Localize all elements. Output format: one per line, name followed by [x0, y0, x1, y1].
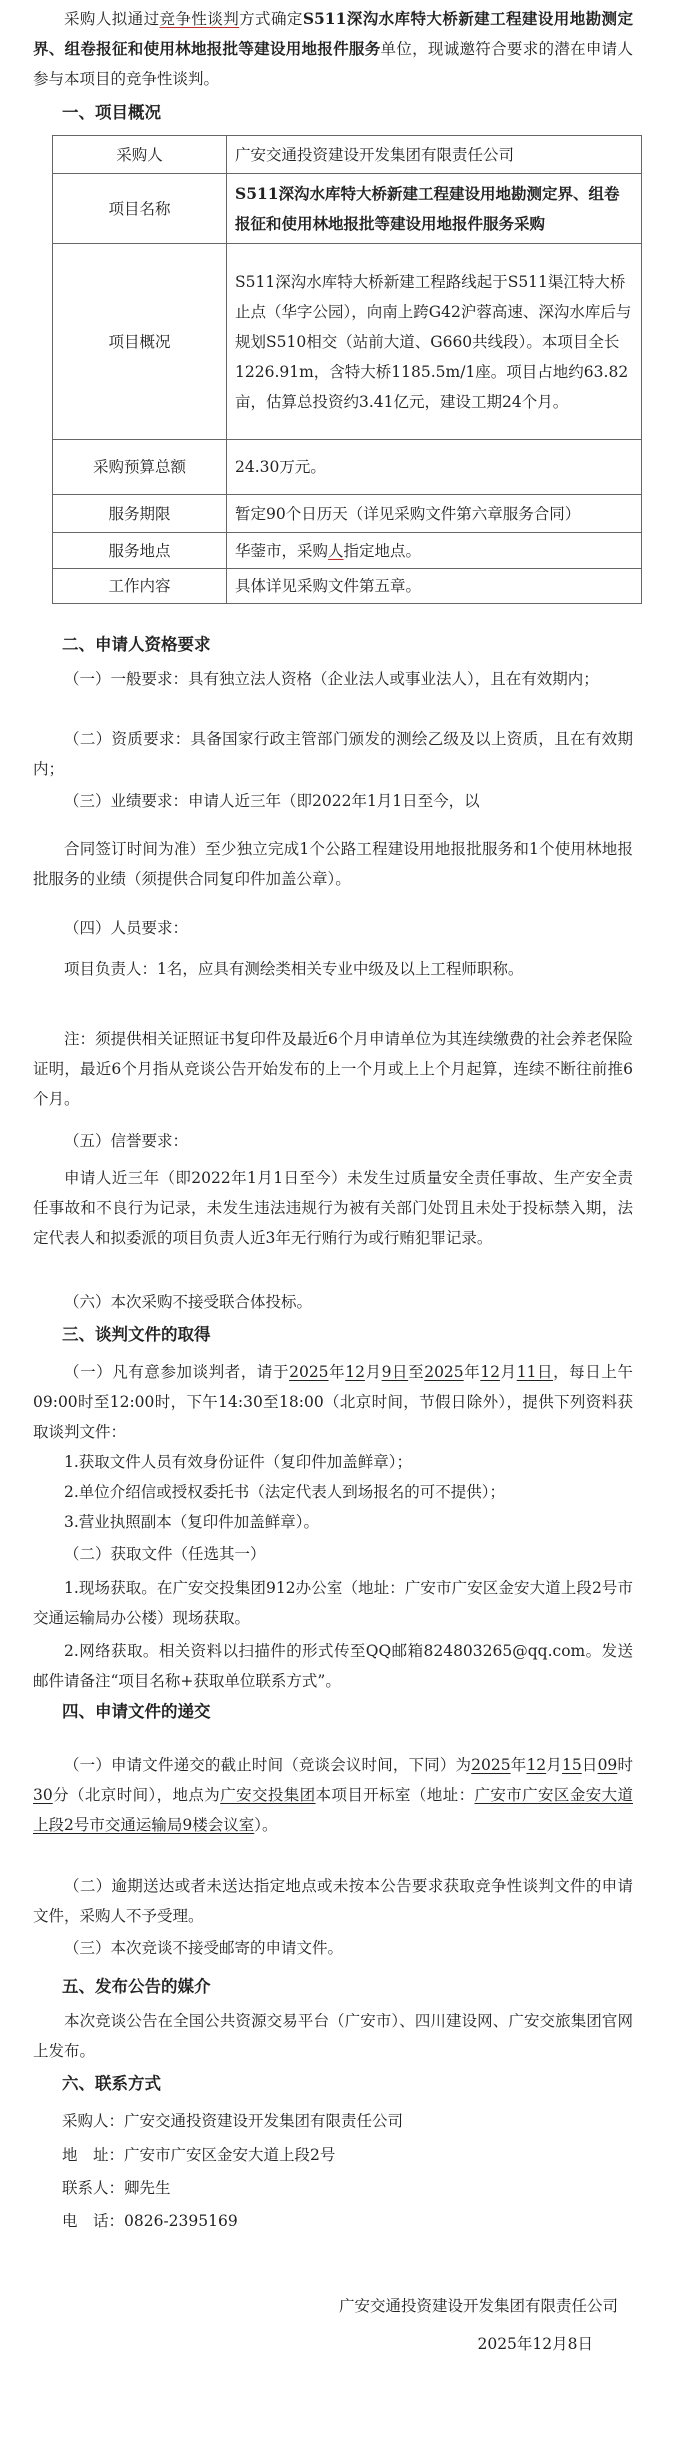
requirement-general: （一）一般要求：具有独立法人资格（企业法人或事业法人），且在有效期内；	[64, 670, 599, 688]
table-row	[53, 440, 642, 495]
contact-phone: 电 话：0826-2395169	[62, 2212, 238, 2230]
table-label: 采购预算总额	[53, 440, 227, 495]
table-label: 工作内容	[53, 569, 227, 604]
intro-paragraph: 采购人拟通过竞争性谈判方式确定S511深沟水库特大桥新建工程建设用地勘测定界、组卷报征和使用林地报批等建设用地报件服务单位，现诚邀符合要求的潜在申请人参与本项目的竞争性谈判。	[33, 9, 633, 88]
table-value: 暂定90个日历天（详见采购文件第六章服务合同）	[227, 495, 642, 533]
contact-purchaser: 采购人：广安交通投资建设开发集团有限责任公司	[62, 2112, 404, 2130]
table-row	[53, 533, 642, 569]
doc-onsite: 1.现场获取。在广安交投集团912办公室（地址：广安市广安区金安大道上段2号市交通运输局办公楼）现场获取。	[33, 1579, 633, 1627]
table-value: S511深沟水库特大桥新建工程建设用地勘测定界、组卷报征和使用林地报批等建设用地报件服务采购	[227, 174, 642, 244]
doc-method-heading: （二）获取文件（任选其一）	[64, 1545, 266, 1563]
table-label: 服务地点	[53, 533, 227, 569]
signature-date: 2025年12月8日	[477, 2335, 593, 2353]
doc-acquisition-time: （一）凡有意参加谈判者，请于2025年12月9日至2025年12月11日，每日上午09:00时至12:00时，下午14:30至18:00（北京时间，节假日除外），提供下列资料获取谈判文件：	[33, 1363, 633, 1441]
project-info-table	[52, 135, 642, 604]
requirement-personnel-heading: （四）人员要求：	[64, 919, 189, 937]
requirement-project-lead: 项目负责人：1名，应具有测绘类相关专业中级及以上工程师职称。	[64, 960, 524, 978]
requirement-consortium: （六）本次采购不接受联合体投标。	[64, 1293, 313, 1311]
table-row	[53, 136, 642, 174]
submission-mail: （三）本次竞谈不接受邮寄的申请文件。	[64, 1939, 344, 1957]
requirement-note: 注：须提供相关证照证书复印件及最近6个月申请单位为其连续缴费的社会养老保险证明，最近6个月指从竞谈公告开始发布的上一个月或上上个月起算，连续不断往前推6个月。	[33, 1030, 633, 1108]
table-value: 具体详见采购文件第五章。	[227, 569, 642, 604]
table-label: 项目概况	[53, 244, 227, 440]
signature-org: 广安交通投资建设开发集团有限责任公司	[338, 2297, 618, 2315]
table-value: S511深沟水库特大桥新建工程路线起于S511渠江特大桥止点（华字公园），向南上跨G42沪蓉高速、深沟水库后与规划S510相交（站前大道、G660共线段）。本项目全长1226.91m，含特大桥1185.5m/1座。项目占地约63.82亩，估算总投资约3.41亿元，建设工期24个月。	[227, 244, 642, 440]
table-value: 华蓥市，采购人指定地点。	[227, 533, 642, 569]
table-row	[53, 569, 642, 604]
requirement-credit-heading: （五）信誉要求：	[64, 1132, 189, 1150]
section-heading-5: 五、发布公告的媒介	[62, 1977, 211, 1996]
media-text: 本次竞谈公告在全国公共资源交易平台（广安市）、四川建设网、广安交旅集团官网上发布。	[33, 2012, 633, 2060]
doc-item-3: 3.营业执照副本（复印件加盖鲜章）。	[64, 1513, 320, 1531]
doc-online: 2.网络获取。相关资料以扫描件的形式传至QQ邮箱824803265@qq.com。发送邮件请备注“项目名称+获取单位联系方式”。	[33, 1642, 633, 1690]
doc-item-1: 1.获取文件人员有效身份证件（复印件加盖鲜章）；	[64, 1453, 413, 1471]
table-label: 项目名称	[53, 174, 227, 244]
section-heading-3: 三、谈判文件的取得	[62, 1325, 211, 1344]
table-row	[53, 495, 642, 533]
section-heading-4: 四、申请文件的递交	[62, 1702, 211, 1721]
section-heading-6: 六、联系方式	[62, 2074, 161, 2093]
requirement-performance: （三）业绩要求：申请人近三年（即2022年1月1日至今，以 合同签订时间为准）至少独立完成1个公路工程建设用地报批服务和1个使用林地报批服务的业绩（须提供合同复印件加盖公章）。	[33, 792, 633, 888]
contact-person: 联系人：卿先生	[62, 2179, 171, 2197]
table-label: 采购人	[53, 136, 227, 174]
requirement-qualification: （二）资质要求：具备国家行政主管部门颁发的测绘乙级及以上资质，且在有效期内；	[33, 730, 633, 778]
submission-late: （二）逾期送达或者未送达指定地点或未按本公告要求获取竞争性谈判文件的申请文件，采购人不予受理。	[33, 1877, 633, 1925]
table-row	[53, 244, 642, 440]
table-value: 24.30万元。	[227, 440, 642, 495]
table-row	[53, 174, 642, 244]
submission-deadline: （一）申请文件递交的截止时间（竞谈会议时间，下同）为2025年12月15日09时30分（北京时间），地点为广安交投集团本项目开标室（地址：广安市广安区金安大道上段2号市交通运输局9楼会议室）。	[33, 1756, 633, 1834]
doc-item-2: 2.单位介绍信或授权委托书（法定代表人到场报名的可不提供）；	[64, 1483, 506, 1501]
table-label: 服务期限	[53, 495, 227, 533]
section-heading-1: 一、项目概况	[62, 103, 161, 122]
section-heading-2: 二、申请人资格要求	[62, 635, 211, 654]
requirement-credit: 申请人近三年（即2022年1月1日至今）未发生过质量安全责任事故、生产安全责任事故和不良行为记录，未发生违法违规行为被有关部门处罚且未处于投标禁入期，法定代表人和拟委派的项目负责人近3年无行贿行为或行贿犯罪记录。	[33, 1169, 633, 1247]
table-value: 广安交通投资建设开发集团有限责任公司	[227, 136, 642, 174]
contact-address: 地 址：广安市广安区金安大道上段2号	[62, 2146, 336, 2164]
